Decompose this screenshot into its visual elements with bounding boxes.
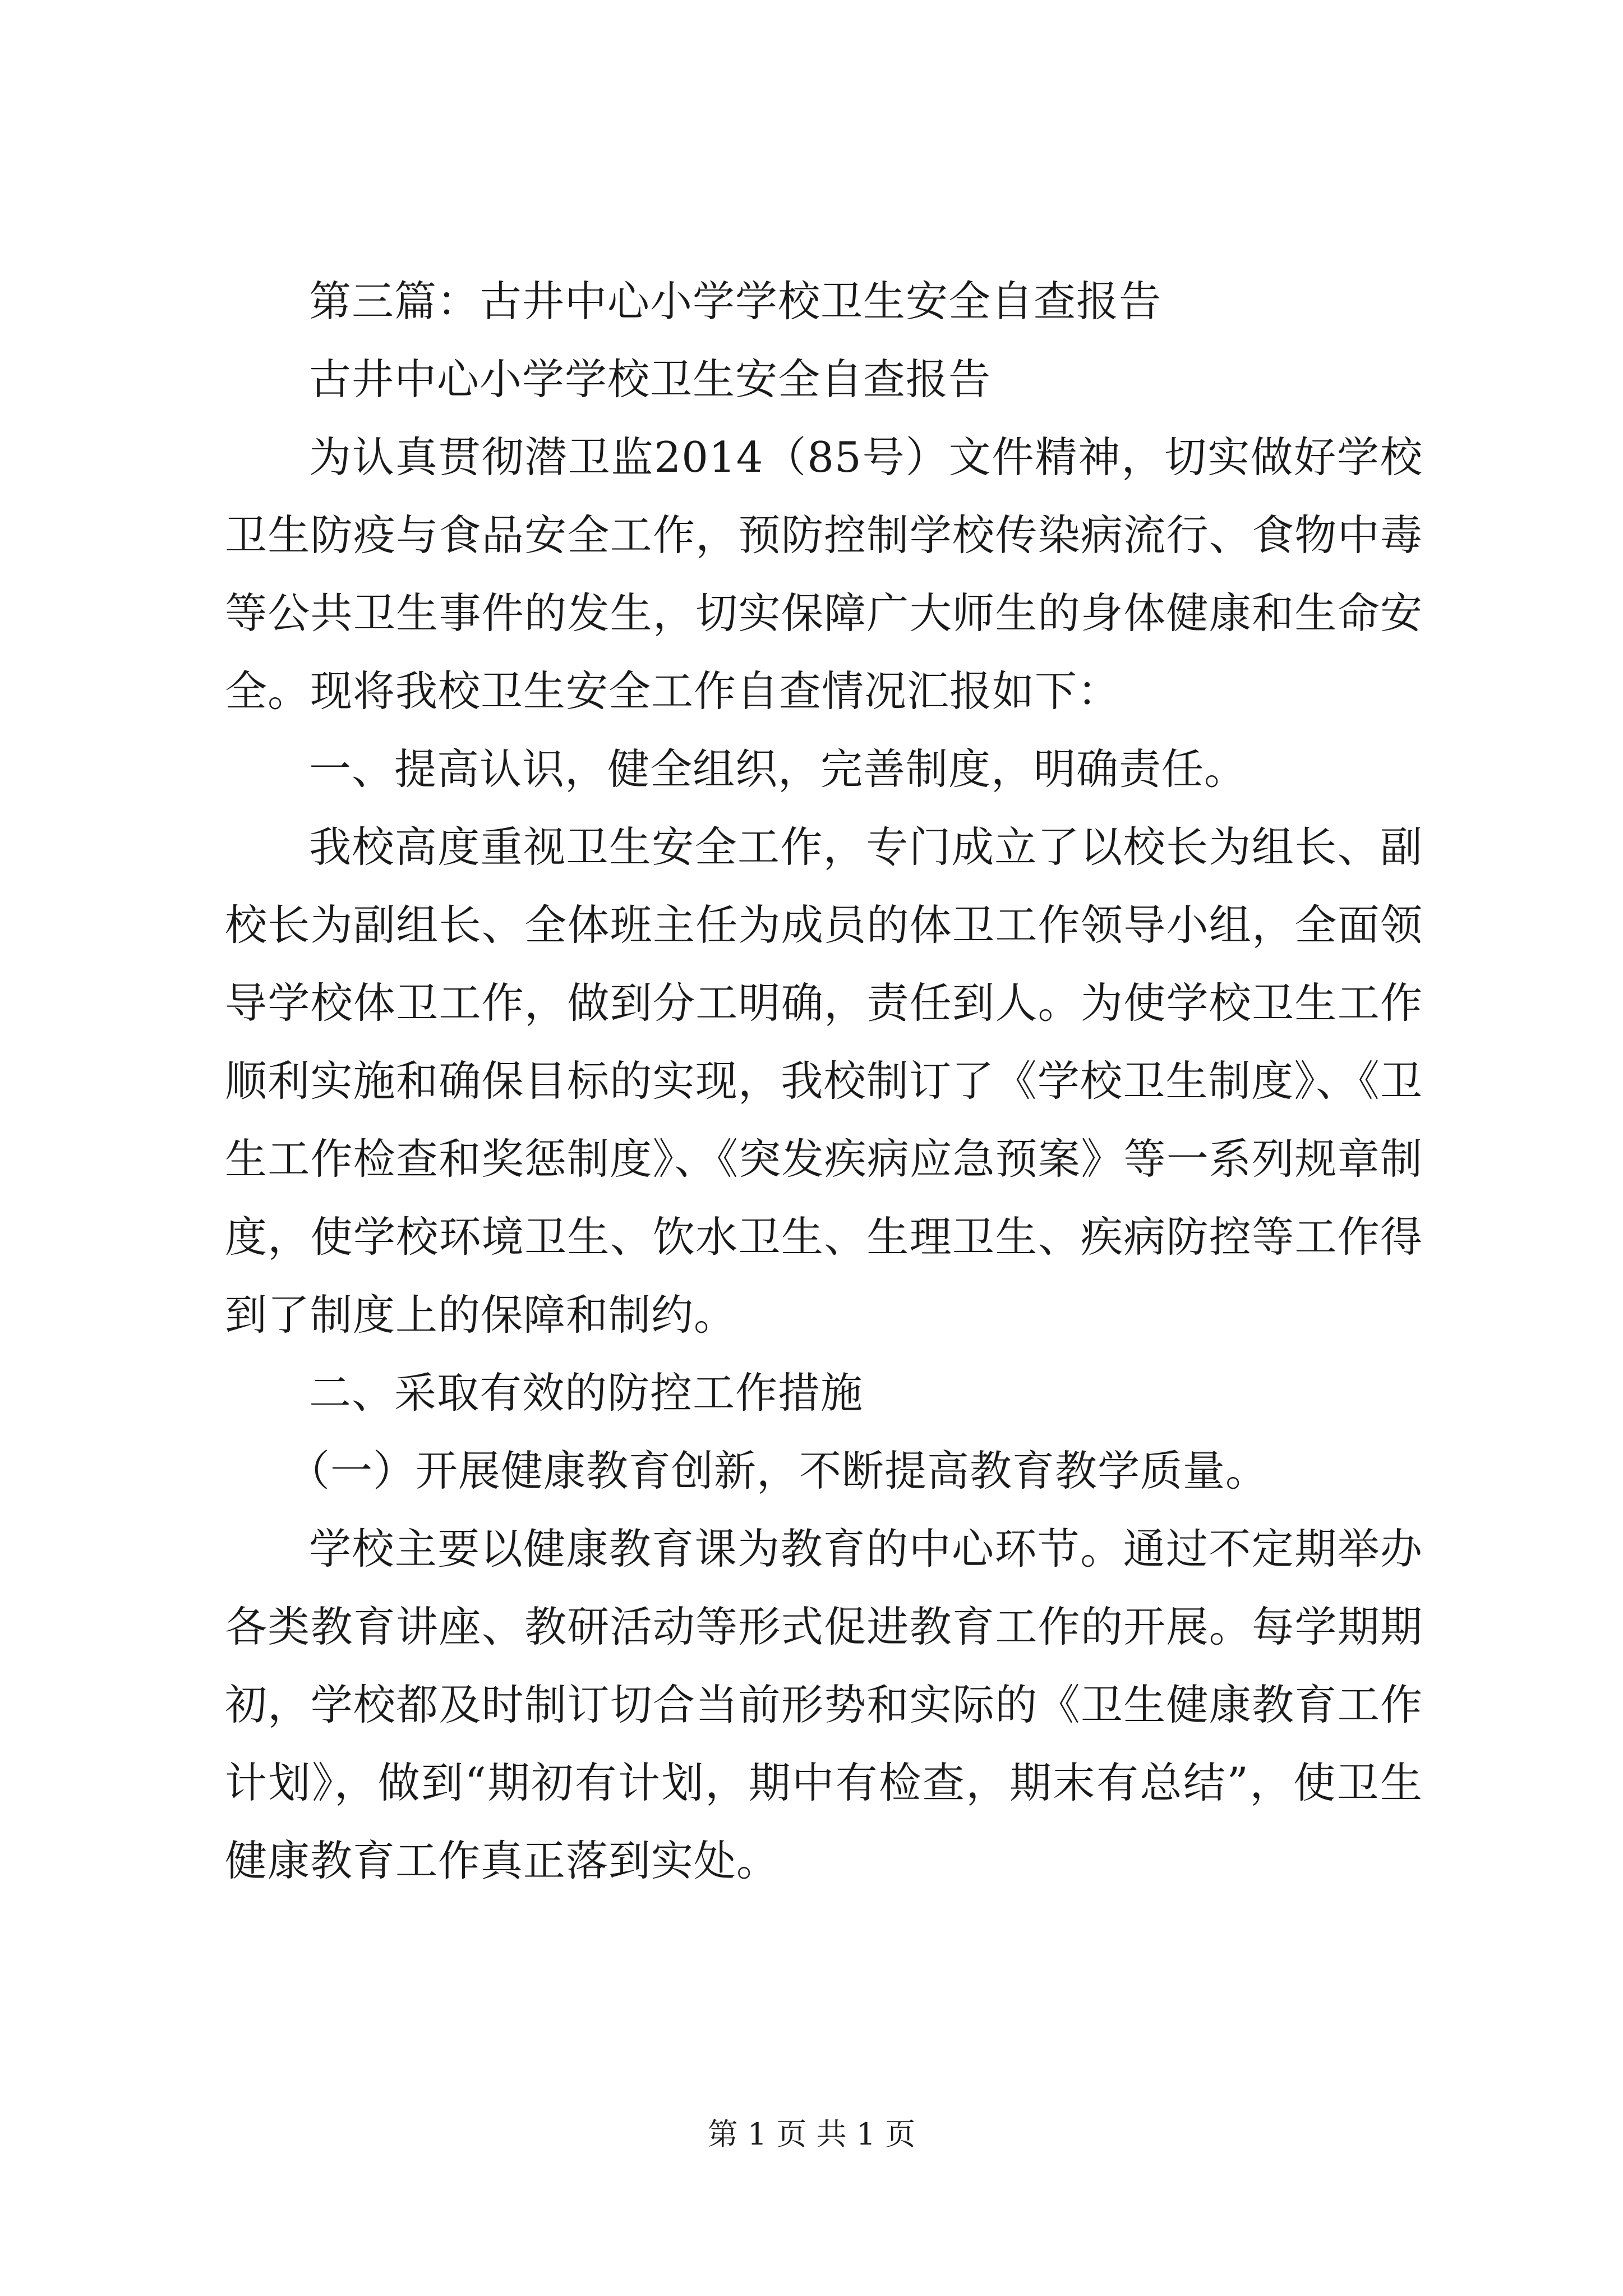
page-footer: 第 1 页 共 1 页 <box>707 2116 916 2152</box>
subsection-heading-1: （一）开展健康教育创新，不断提高教育教学质量。 <box>288 1446 1269 1496</box>
section-1-paragraph: 我校高度重视卫生安全工作，专门成立了以校长为组长、副校长为副组长、全体班主任为成员的体卫工作领导小组，全面领导学校体卫工作，做到分工明确，责任到人。为使学校卫生工作顺利实施和确保目标的实现，我校制订了《学校卫生制度》、《卫生工作检查和奖惩制度》、《突发疾病应急预案》等一系列规章制度，使学校环境卫生、饮水卫生、生理卫生、疾病防控等工作得到了制度上的保障和制约。 <box>225 822 1423 1340</box>
report-title: 古井中心小学学校卫生安全自查报告 <box>309 355 992 404</box>
subsection-1-paragraph: 学校主要以健康教育课为教育的中心环节。通过不定期举办各类教育讲座、教研活动等形式促进教育工作的开展。每学期期初，学校都及时制订切合当前形势和实际的《卫生健康教育工作计划》，做到“期初有计划，期中有检查，期末有总结”，使卫生健康教育工作真正落到实处。 <box>225 1524 1423 1885</box>
document-body <box>225 263 1423 1900</box>
intro-paragraph: 为认真贯彻潜卫监2014（85号）文件精神，切实做好学校卫生防疫与食品安全工作，预防控制学校传染病流行、食物中毒等公共卫生事件的发生，切实保障广大师生的身体健康和生命安全。现将我校卫生安全工作自查情况汇报如下： <box>225 432 1423 716</box>
article-title: 第三篇：古井中心小学学校卫生安全自查报告 <box>309 277 1162 326</box>
section-heading-2: 二、采取有效的防控工作措施 <box>309 1368 864 1418</box>
section-heading-1: 一、提高认识，健全组织，完善制度，明确责任。 <box>309 744 1247 794</box>
